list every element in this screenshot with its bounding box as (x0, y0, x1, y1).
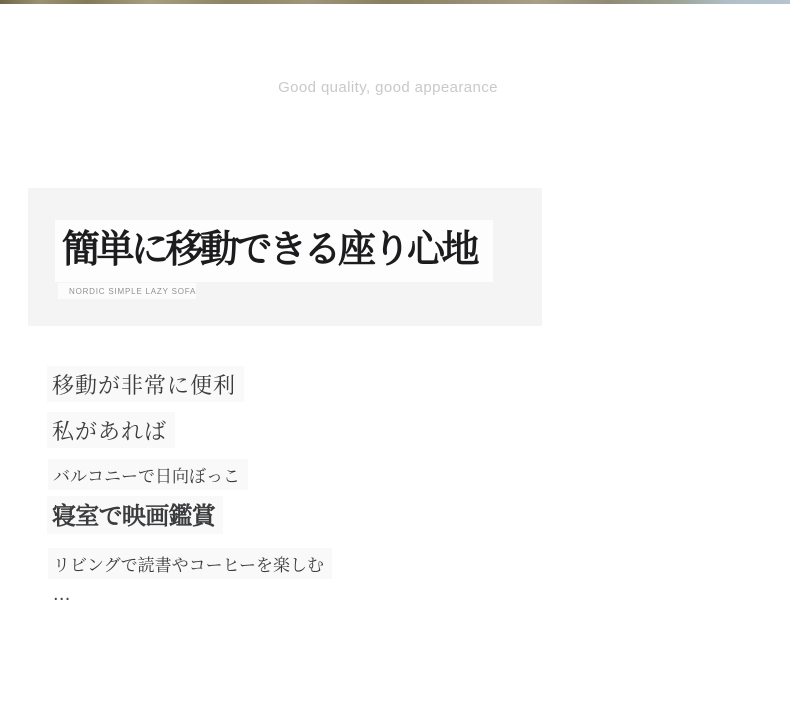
feature-subtitle: NORDIC SIMPLE LAZY SOFA (69, 287, 197, 296)
benefit-line: リビングで読書やコーヒーを楽しむ (48, 548, 332, 579)
feature-title: 簡単に移動できる座り心地 (62, 229, 477, 271)
benefit-line: 私があれば (47, 412, 175, 448)
feature-panel (28, 188, 542, 326)
tagline: Good quality, good appearance (278, 79, 498, 96)
benefit-line: 寝室で映画鑑賞 (47, 496, 223, 534)
benefit-line: バルコニーで日向ぼっこ (48, 459, 248, 490)
photo-edge-strip (0, 0, 790, 4)
benefit-line: 移動が非常に便利 (47, 366, 244, 402)
benefit-line-ellipsis: ... (53, 583, 71, 605)
